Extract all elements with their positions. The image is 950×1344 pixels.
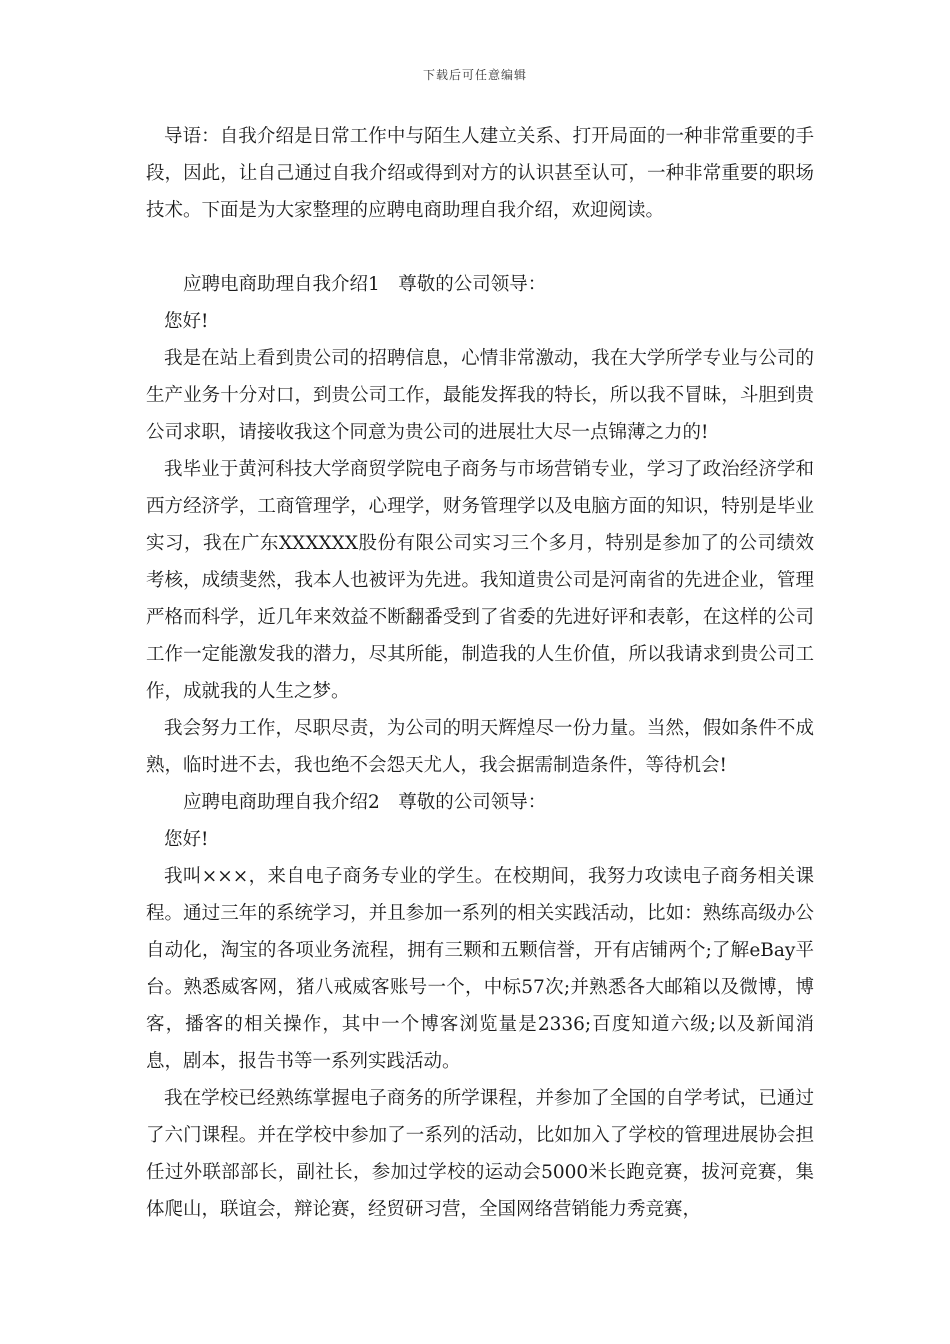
- section1-greeting: 您好!: [164, 311, 209, 332]
- section2-paragraph-1: 我叫×××，来自电子商务专业的学生。在校期间，我努力攻读电子商务相关课程。通过三年的系统学习，并且参加一系列的相关实践活动，比如：熟练高级办公自动化，淘宝的各项业务流程，拥有三颗和五颗信誉，开有店铺两个;了解eBay平台。熟悉威客网，猪八戒威客账号一个，中标57次;并熟悉各大邮箱以及微博，博客，播客的相关操作，其中一个博客浏览量是2336;百度知道六级;以及新闻消息，剧本，报告书等一系列实践活动。: [146, 866, 814, 1072]
- section2-paragraph-2: 我在学校已经熟练掌握电子商务的所学课程，并参加了全国的自学考试，已通过了六门课程。并在学校中参加了一系列的活动，比如加入了学校的管理进展协会担任过外联部部长，副社长，参加过学校的运动会5000米长跑竞赛，拔河竞赛，集体爬山，联谊会，辩论赛，经贸研习营，全国网络营销能力秀竞赛，: [146, 1088, 814, 1220]
- section1-paragraph-3: 我会努力工作，尽职尽责，为公司的明天辉煌尽一份力量。当然，假如条件不成熟，临时进不去，我也绝不会怨天尤人，我会据需制造条件，等待机会!: [146, 718, 814, 776]
- section1-heading: 应聘电商助理自我介绍1 尊敬的公司领导：: [183, 274, 547, 295]
- section2-greeting: 您好!: [164, 829, 209, 850]
- section1-paragraph-2: 我毕业于黄河科技大学商贸学院电子商务与市场营销专业，学习了政治经济学和西方经济学，工商管理学，心理学，财务管理学以及电脑方面的知识，特别是毕业实习，我在广东XXXXXX股份有限公司实习三个多月，特别是参加了的公司绩效考核，成绩斐然，我本人也被评为先进。我知道贵公司是河南省的先进企业，管理严格而科学，近几年来效益不断翻番受到了省委的先进好评和表彰，在这样的公司工作一定能激发我的潜力，尽其所能，制造我的人生价值，所以我请求到贵公司工作，成就我的人生之梦。: [146, 459, 814, 702]
- page-header-note: 下载后可任意编辑: [422, 68, 527, 82]
- document-body: [146, 118, 814, 1228]
- section1-paragraph-1: 我是在站上看到贵公司的招聘信息，心情非常激动，我在大学所学专业与公司的生产业务十分对口，到贵公司工作，最能发挥我的特长，所以我不冒昧，斗胆到贵公司求职，请接收我这个同意为贵公司的进展壮大尽一点锦薄之力的!: [146, 348, 814, 443]
- intro-paragraph: 导语：自我介绍是日常工作中与陌生人建立关系、打开局面的一种非常重要的手段，因此，让自己通过自我介绍或得到对方的认识甚至认可，一种非常重要的职场技术。下面是为大家整理的应聘电商助理自我介绍，欢迎阅读。: [146, 126, 814, 221]
- section2-heading: 应聘电商助理自我介绍2 尊敬的公司领导：: [183, 792, 547, 813]
- spacer: [146, 229, 814, 266]
